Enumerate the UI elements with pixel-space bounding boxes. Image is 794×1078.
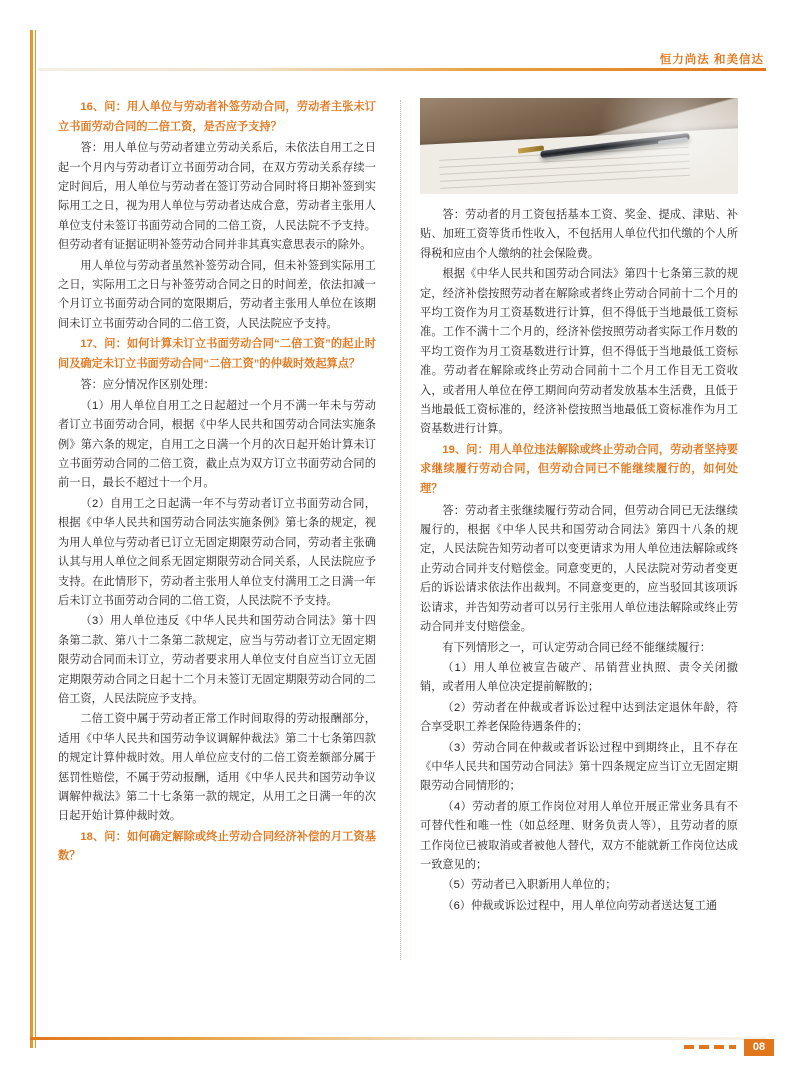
desk-pen-photo: [420, 98, 738, 194]
paragraph: 根据《中华人民共和国劳动合同法》第四十七条第三款的规定，经济补偿按照劳动者在解除或者终止劳动合同前十二个月的平均工资作为月工资基数进行计算，但不得低于当地最低工资标准。工作不满十二个月的，经济补偿按照劳动者实际工作月数的平均工资作为月工资基数进行计算，但不得低于当地最低工资标准。劳动者在解除或终止劳动合同前十二个月工作目无工资收入，或者用人单位在停工期间向劳动者发放基本生活费，且低于当地最低工资标准的，经济补偿按照当地最低工资标准作为月工资基数进行计算。: [420, 268, 738, 436]
right-text-column: [420, 98, 738, 917]
question-heading: 19、问：用人单位违法解除或终止劳动合同，劳动者坚持要求继续履行劳动合同，但劳动合同已不能继续履行的，如何处理？: [420, 443, 738, 496]
paragraph: （1）用人单位自用工之日起超过一个月不满一年未与劳动者订立书面劳动合同，根据《中华人民共和国劳动合同法实施条例》第六条的规定，自用工之日满一个月的次日起开始计算未订立书面劳动合同的二倍工资，截止点为双方订立书面劳动合同的前一日，最长不超过十一个月。: [58, 399, 376, 490]
paragraph: 答：劳动者的月工资包括基本工资、奖金、提成、津贴、补贴、加班工资等货币性收入，不包括用人单位代扣代缴的个人所得税和应由个人缴纳的社会保险费。: [420, 209, 738, 260]
footer-gradient-rule: [30, 1037, 766, 1040]
paragraph: 有下列情形之一，可认定劳动合同已经不能继续履行：: [442, 641, 711, 654]
page-header: [38, 52, 766, 78]
question-heading: 17、问：如何计算未订立书面劳动合同“二倍工资”的起止时间及确定未订立书面劳动合同“二倍工资”的仲裁时效起算点？: [58, 338, 376, 370]
paragraph: （4）劳动者的原工作岗位对用人单位开展正常业务具有不可替代性和唯一性（如总经理、财务负责人等），且劳动者的原工作岗位已被取消或者被他人替代，双方不能就新工作岗位达成一致意见的；: [420, 800, 738, 871]
paragraph: 用人单位与劳动者虽然补签劳动合同，但未补签到实际用工之日，实际用工之日与补签劳动合同之日的时间差，依法扣减一个月订立书面劳动合同的宽限期后，劳动者主张用人单位在该期间未订立书面劳动合同的二倍工资，人民法院应予支持。: [58, 259, 376, 330]
header-brand-text: 恒力尚法 和美信达: [659, 54, 764, 66]
paragraph: （3）劳动合同在仲裁或者诉讼过程中到期终止，且不存在《中华人民共和国劳动合同法》第十四条规定应当订立无固定期限劳动合同情形的；: [420, 741, 738, 793]
paragraph: （5）劳动者已入职新用人单位的；: [442, 879, 617, 892]
footer-dash-marks: [684, 1045, 736, 1049]
paragraph: 答：用人单位与劳动者建立劳动关系后，未依法自用工之日起一个月内与劳动者订立书面劳动合同，在双方劳动关系存续一定时间后，用人单位与劳动者在签订劳动合同时将日期补签到实际用工之日，视为用人单位与劳动者达成合意，劳动者主张用人单位支付未签订书面劳动合同的二倍工资，人民法院不予支持。但劳动者有证据证明补签劳动合同并非其真实意思表示的除外。: [58, 142, 376, 252]
question-heading: 18、问：如何确定解除或终止劳动合同经济补偿的月工资基数？: [58, 830, 376, 863]
left-margin-rule-thin: [35, 30, 36, 1048]
paragraph: 答：劳动者主张继续履行劳动合同，但劳动合同已无法继续履行的，根据《中华人民共和国劳动合同法》第四十八条的规定，人民法院告知劳动者可以变更请求为用人单位违法解除或终止劳动合同并支付赔偿金。同意变更的，人民法院对劳动者变更后的诉讼请求依法作出裁判。不同意变更的，应当驳回其该项诉讼请求，并告知劳动者可以另行主张用人单位违法解除或终止劳动合同并支付赔偿金。: [420, 504, 738, 634]
column-divider: [400, 100, 401, 960]
page-number-badge: 08: [744, 1039, 774, 1056]
paragraph: （3）用人单位违反《中华人民共和国劳动合同法》第十四条第二款、第八十二条第二款规定，应当与劳动者订立无固定期限劳动合同而未订立，劳动者要求用人单位支付自应当订立无固定期限劳动合同之日起十二个月未签订无固定期限劳动合同的二倍工资，人民法院应予支持。: [58, 615, 376, 705]
paragraph: （2）自用工之日起满一年不与劳动者订立书面劳动合同，根据《中华人民共和国劳动合同法实施条例》第七条的规定，视为用人单位与劳动者已订立无固定期限劳动合同，劳动者主张确认其与用人单位之间系无固定期限劳动合同关系，人民法院应予支持。在此情形下，劳动者主张用人单位支付满用工之日满一年后未订立书面劳动合同的二倍工资，人民法院不予支持。: [58, 497, 376, 607]
paragraph: （6）仲裁或诉讼过程中，用人单位向劳动者送达复工通: [442, 899, 718, 912]
left-margin-rule: [30, 30, 33, 1048]
header-gradient-band: [38, 68, 766, 71]
left-text-column: [58, 98, 376, 869]
paragraph: 答：应分情况作区别处理：: [80, 379, 215, 392]
paragraph: （1）用人单位被宣告破产、吊销营业执照、责令关闭撤销，或者用人单位决定提前解散的；: [420, 661, 738, 694]
paragraph: 二倍工资中属于劳动者正常工作时间取得的劳动报酬部分，适用《中华人民共和国劳动争议调解仲裁法》第二十七条第四款的规定计算仲裁时效。用人单位应支付的二倍工资差额部分属于惩罚性赔偿，不属于劳动报酬，适用《中华人民共和国劳动争议调解仲裁法》第二十七条第一款的规定，从用工之日满一年的次日起开始计算仲裁时效。: [58, 713, 376, 823]
paragraph: （2）劳动者在仲裁或者诉讼过程中达到法定退休年龄，符合享受职工养老保险待遇条件的；: [420, 701, 738, 734]
question-heading: 16、问：用人单位与劳动者补签劳动合同，劳动者主张未订立书面劳动合同的二倍工资，是否应予支持？: [58, 101, 376, 133]
photo-light-glow: [598, 98, 738, 188]
